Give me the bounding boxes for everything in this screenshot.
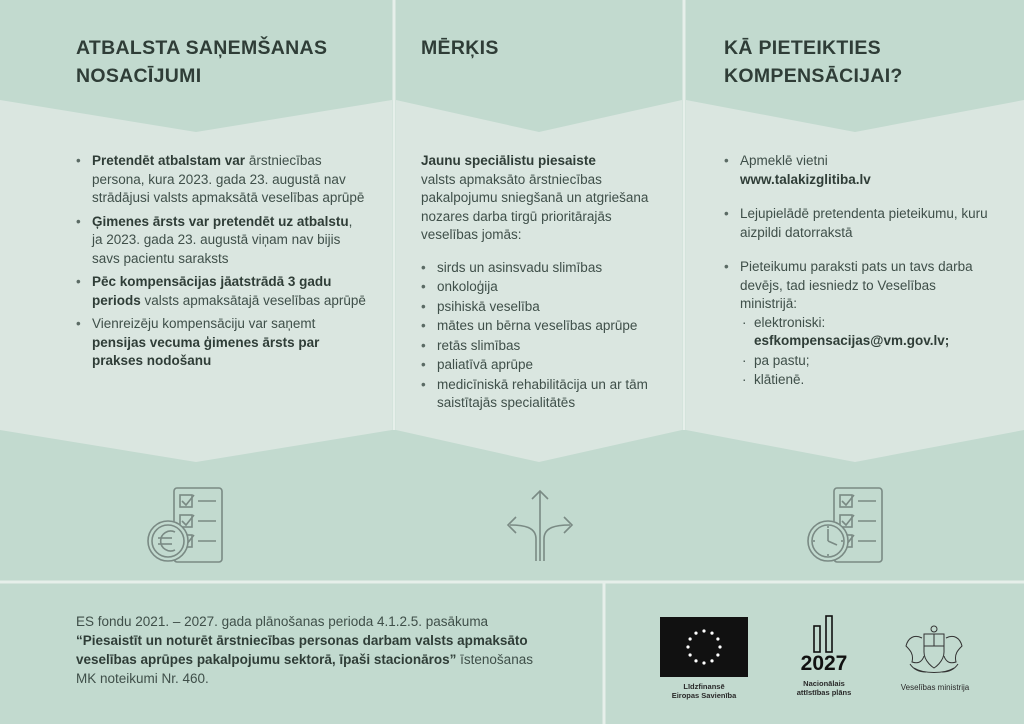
list-item: • sirds un asinsvadu slimības <box>421 259 661 278</box>
list-item: • Pēc kompensācijas jāatstrādā 3 gadu periods valsts apmaksātajā veselības aprūpē <box>76 273 366 310</box>
goal-heading: MĒRĶIS <box>421 37 499 59</box>
list-item: • Lejupielādē pretendenta pieteikumu, kuru aizpildi datorrakstā <box>724 205 994 242</box>
list-item: • Pieteikumu paraksti pats un tavs darba devējs, tad iesniedz to Veselības ministrijā: · elektroniski: esfkompensacijas@vm.gov.lv; · pa pastu; · klātienē. <box>724 258 994 390</box>
eu-caption: Līdzfinansē Eiropas Savienība <box>671 682 737 700</box>
list-item: • paliatīvā aprūpe <box>421 356 661 375</box>
conditions-heading: ATBALSTA SAŅEMŠANAS NOSACĪJUMI <box>76 37 328 87</box>
submission-options <box>740 314 994 390</box>
nap-bars-logo <box>812 614 836 654</box>
goal-intro: Jaunu speciālistu piesaiste valsts apmaksāto ārstniecības pakalpojumu sniegšanā un atgriešana nozares darba tirgū prioritārajās veselības jomās: <box>421 153 649 242</box>
list-item: • psihiskā veselība <box>421 298 661 317</box>
list-item: • Ģimenes ārsts var pretendēt uz atbalstu, ja 2023. gada 23. augustā viņam nav bijis savs pacientu saraksts <box>76 213 366 269</box>
checklist-clock-icon <box>806 485 888 567</box>
list-item: · klātienē. <box>740 371 994 390</box>
eu-flag-logo <box>660 617 748 677</box>
nap-caption: Nacionālais attīstības plāns <box>796 679 852 697</box>
list-item: · pa pastu; <box>740 352 994 371</box>
ministry-caption: Veselības ministrija <box>900 683 970 692</box>
list-item: • onkoloģija <box>421 278 661 297</box>
checklist-euro-icon <box>146 485 228 567</box>
website-link[interactable]: www.talakizglitiba.lv <box>740 171 871 187</box>
coat-of-arms-logo <box>900 624 968 678</box>
goal-areas-list <box>421 259 661 413</box>
nap-number: 2027 <box>800 652 848 675</box>
list-item: • medicīniskā rehabilitācija un ar tām saistītajās specialitātēs <box>421 376 661 413</box>
list-item: • mātes un bērna veselības aprūpe <box>421 317 661 336</box>
apply-heading: KĀ PIETEIKTIES KOMPENSĀCIJAI? <box>724 37 903 87</box>
list-item: • Vienreizēju kompensāciju var saņemt pensijas vecuma ģimenes ārsts par prakses nodošanu <box>76 315 366 371</box>
arrows-split-icon <box>504 487 576 565</box>
email-link[interactable]: esfkompensacijas@vm.gov.lv; <box>754 333 950 348</box>
goal-body <box>421 152 661 414</box>
list-item: • Apmeklē vietni www.talakizglitiba.lv <box>724 152 994 189</box>
footer-legal-text: ES fondu 2021. – 2027. gada plānošanas perioda 4.1.2.5. pasākuma “Piesaistīt un noturēt ārstniecības personas darbam valsts apmaksāto veselības aprūpes pakalpojumu sektorā, īpaši stacionāros” īstenošanas MK noteikumi Nr. 460. <box>76 614 533 686</box>
conditions-list <box>76 152 366 376</box>
apply-steps-list <box>724 152 994 406</box>
list-item: · elektroniski: esfkompensacijas@vm.gov.lv; <box>740 314 994 351</box>
list-item: • Pretendēt atbalstam var ārstniecības persona, kura 2023. gada 23. augustā nav strādājusi valsts apmaksātā veselības aprūpē <box>76 152 366 208</box>
list-item: • retās slimības <box>421 337 661 356</box>
